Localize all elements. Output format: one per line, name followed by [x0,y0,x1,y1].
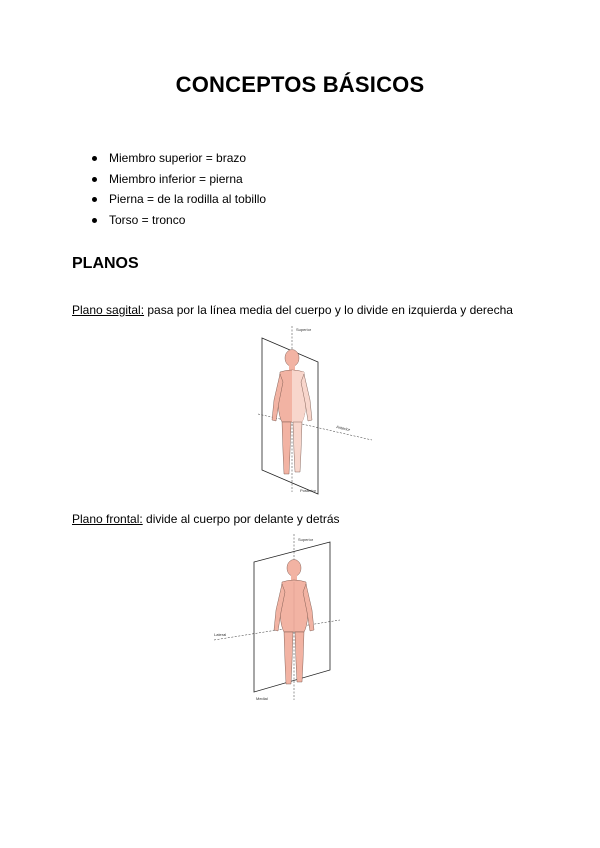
sagittal-plane-term: Plano sagital: [72,303,145,317]
sagittal-plane-figure [250,322,380,497]
human-body-icon [272,350,312,475]
sagittal-plane-description: pasa por la línea media del cuerpo y lo divide en izquierda y derecha [144,303,513,317]
medial-axis-label: Medial [256,696,268,701]
sagittal-plane-paragraph [72,303,513,317]
anterior-axis-label: Anterior [335,424,351,433]
page-title: CONCEPTOS BÁSICOS [175,72,425,97]
superior-axis-label: Superior [296,327,312,332]
list-item: Pierna = de la rodilla al tobillo [92,189,266,210]
list-item: Torso = tronco [92,210,266,231]
list-item: Miembro inferior = pierna [92,169,266,190]
posterior-axis-label: Posterior [300,488,317,493]
frontal-plane-term: Plano frontal: [72,512,143,526]
frontal-plane-figure [210,532,350,707]
list-item: Miembro superior = brazo [92,148,266,169]
frontal-plane-description: divide al cuerpo por delante y detrás [142,512,340,526]
frontal-plane-paragraph [72,512,340,526]
superior-axis-label: Superior [298,537,314,542]
definitions-list [92,148,266,230]
lateral-axis-label: Lateral [214,632,227,637]
section-title-planos: PLANOS [72,255,139,272]
